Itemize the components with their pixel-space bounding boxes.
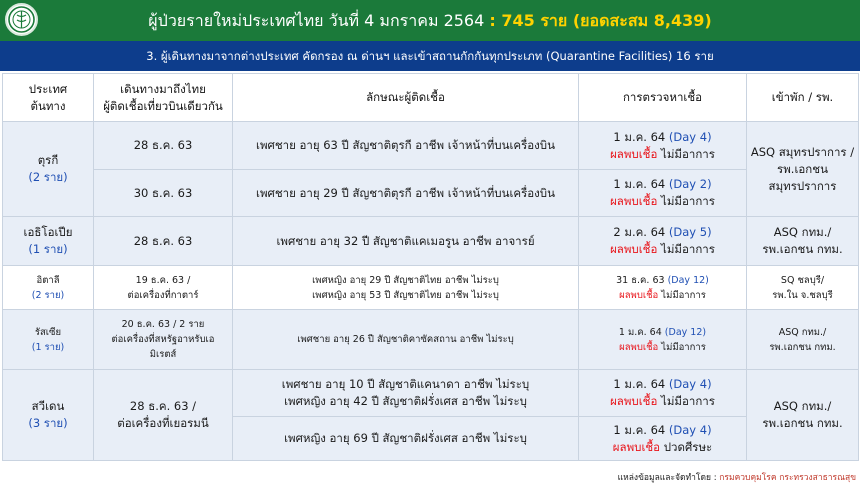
page-header: [0, 0, 860, 41]
result-positive: ผลพบเชื้อ: [612, 439, 661, 454]
arrival-cell: 20 ธ.ค. 63 / 2 ราย ต่อเครื่องที่สหรัฐอาหรับเอ มิเรตส์: [94, 310, 233, 370]
source-label: แหล่งข้อมูลและจัดทำโดย :: [617, 473, 720, 483]
section-title: 3. ผู้เดินทางมาจากต่างประเทศ คัดกรอง ณ ด่านฯ และเข้าสถานกักกันทุกประเภท (Quarantine Facilities) 16 ราย: [0, 41, 860, 71]
result-positive: ผลพบเชื้อ: [610, 242, 658, 256]
country-cell: รัสเซีย (1 ราย): [3, 310, 94, 370]
test-cell: 2 ม.ค. 64 (Day 5) ผลพบเชื้อ ไม่มีอาการ: [579, 217, 747, 266]
profile-cell: เพศหญิง อายุ 69 ปี สัญชาติฝรั่งเศส อาชีพ ไม่ระบุ: [233, 417, 579, 461]
result-positive: ผลพบเชื้อ: [619, 341, 659, 353]
arrival-cell: 28 ธ.ค. 63: [94, 217, 233, 266]
title-case-count: : 745 ราย (ยอดสะสม 8,439): [489, 11, 712, 30]
country-cell: ตุรกี (2 ราย): [3, 122, 94, 217]
result-positive: ผลพบเชื้อ: [610, 146, 658, 161]
facility-cell: ASQ กทม./ รพ.เอกชน กทม.: [747, 217, 859, 266]
page-title: [0, 0, 860, 41]
table-row: [3, 217, 859, 266]
country-cell: สวีเดน (3 ราย): [3, 370, 94, 461]
col-header-arrival: เดินทางมาถึงไทย ผู้ติดเชื้อเที่ยวบินเดียวกัน: [94, 74, 233, 122]
arrival-cell: 28 ธ.ค. 63 / ต่อเครื่องที่เยอรมนี: [94, 370, 233, 461]
facility-cell: ASQ สมุทรปราการ / รพ.เอกชน สมุทรปราการ: [747, 122, 859, 217]
profile-cell: เพศชาย อายุ 10 ปี สัญชาติแคนาดา อาชีพ ไม่ระบุ เพศหญิง อายุ 42 ปี สัญชาติฝรั่งเศส อาชีพ ไม่ระบุ: [233, 370, 579, 417]
country-cell: เอธิโอเปีย (1 ราย): [3, 217, 94, 266]
result-positive: ผลพบเชื้อ: [610, 394, 658, 408]
title-date: ผู้ป่วยรายใหม่ประเทศไทย วันที่ 4 มกราคม 2564: [148, 11, 485, 30]
facility-cell: ASQ กทม./ รพ.เอกชน กทม.: [747, 370, 859, 461]
arrival-cell: 30 ธ.ค. 63: [94, 170, 233, 217]
test-cell: 31 ธ.ค. 63 (Day 12) ผลพบเชื้อ ไม่มีอาการ: [579, 266, 747, 310]
col-header-test: การตรวจหาเชื้อ: [579, 74, 747, 122]
table-row: [3, 370, 859, 417]
test-cell: 1 ม.ค. 64 (Day 4) ผลพบเชื้อ ไม่มีอาการ: [579, 370, 747, 417]
country-cell: อิตาลี (2 ราย): [3, 266, 94, 310]
col-header-country: ประเทศ ต้นทาง: [3, 74, 94, 122]
result-positive: ผลพบเชื้อ: [619, 289, 659, 301]
result-positive: ผลพบเชื้อ: [610, 194, 658, 208]
source-name: กรมควบคุมโรค กระทรวงสาธารณสุข: [719, 473, 856, 483]
table-row: [3, 122, 859, 170]
profile-cell: เพศชาย อายุ 63 ปี สัญชาติตุรกี อาชีพ เจ้าหน้าที่บนเครื่องบิน: [233, 122, 579, 170]
test-cell: 1 ม.ค. 64 (Day 4) ผลพบเชื้อ ปวดศีรษะ: [579, 417, 747, 461]
test-cell: 1 ม.ค. 64 (Day 12) ผลพบเชื้อ ไม่มีอาการ: [579, 310, 747, 370]
profile-cell: เพศชาย อายุ 26 ปี สัญชาติคาซัคสถาน อาชีพ ไม่ระบุ: [233, 310, 579, 370]
col-header-facility: เข้าพัก / รพ.: [747, 74, 859, 122]
profile-cell: เพศชาย อายุ 32 ปี สัญชาติแคเมอรูน อาชีพ อาจารย์: [233, 217, 579, 266]
arrival-cell: 19 ธ.ค. 63 / ต่อเครื่องที่กาตาร์: [94, 266, 233, 310]
facility-cell: ASQ กทม./ รพ.เอกชน กทม.: [747, 310, 859, 370]
facility-cell: SQ ชลบุรี/ รพ.ใน จ.ชลบุรี: [747, 266, 859, 310]
arrival-cell: 28 ธ.ค. 63: [94, 122, 233, 170]
source-footer: [618, 470, 856, 484]
table-row: [3, 266, 859, 310]
table-header-row: [3, 74, 859, 122]
quarantine-cases-table: [2, 73, 859, 461]
test-cell: 1 ม.ค. 64 (Day 2) ผลพบเชื้อ ไม่มีอาการ: [579, 170, 747, 217]
col-header-profile: ลักษณะผู้ติดเชื้อ: [233, 74, 579, 122]
profile-cell: เพศหญิง อายุ 29 ปี สัญชาติไทย อาชีพ ไม่ระบุ เพศหญิง อายุ 53 ปี สัญชาติไทย อาชีพ ไม่ระบุ: [233, 266, 579, 310]
table-row: [3, 310, 859, 370]
profile-cell: เพศชาย อายุ 29 ปี สัญชาติตุรกี อาชีพ เจ้าหน้าที่บนเครื่องบิน: [233, 170, 579, 217]
test-cell: 1 ม.ค. 64 (Day 4) ผลพบเชื้อ ไม่มีอาการ: [579, 122, 747, 170]
table-row: [3, 170, 859, 217]
